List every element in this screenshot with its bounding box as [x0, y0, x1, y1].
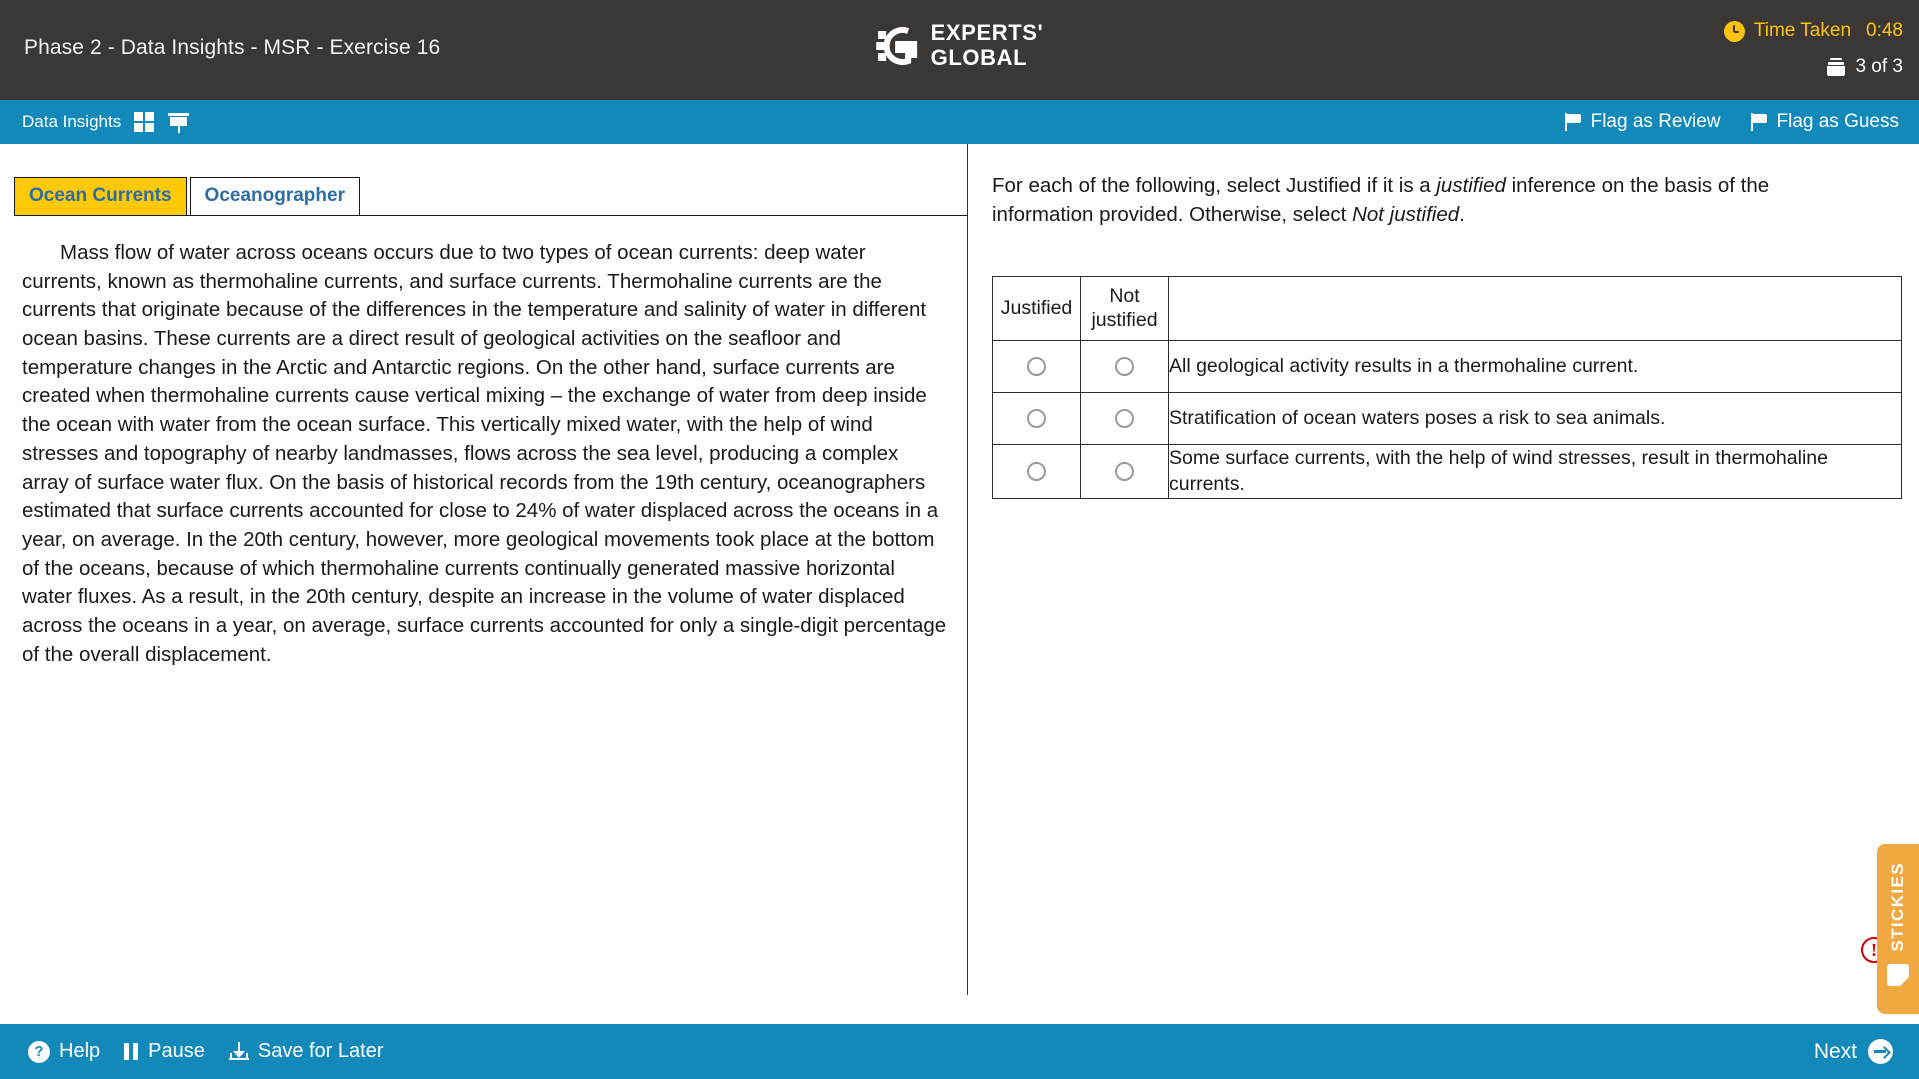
brand-line-1: EXPERTS' — [930, 20, 1044, 45]
footer-left-group — [28, 1024, 383, 1079]
passage-body — [22, 239, 947, 669]
next-button[interactable] — [1814, 1024, 1893, 1079]
next-label: Next — [1813, 1039, 1857, 1063]
timer-area — [1724, 16, 1903, 82]
radio-not-justified-row-3[interactable] — [1115, 462, 1134, 481]
radio-cell-justified[interactable] — [993, 445, 1081, 499]
tab-oceanographer[interactable]: Oceanographer — [190, 177, 360, 215]
flag-as-guess-button[interactable] — [1751, 111, 1900, 133]
radio-justified-row-3[interactable] — [1027, 462, 1046, 481]
pause-button[interactable] — [124, 1040, 205, 1063]
tab-underline — [14, 215, 968, 216]
passage-tabs — [14, 177, 360, 215]
question-count-row — [1724, 52, 1903, 82]
brand-logo — [876, 22, 1044, 69]
radio-justified-row-2[interactable] — [1027, 409, 1046, 428]
pane-divider — [967, 144, 968, 995]
whiteboard-icon[interactable] — [168, 112, 189, 133]
brand-line-2: GLOBAL — [930, 45, 1028, 70]
statement-row-2: Stratification of ocean waters poses a risk to sea animals. — [1169, 393, 1902, 445]
column-header-statement — [1169, 277, 1902, 341]
arrow-right-circle-icon — [1868, 1039, 1893, 1064]
radio-cell-not-justified[interactable] — [1081, 393, 1169, 445]
tool-bar — [0, 100, 1919, 144]
table-row — [993, 445, 1902, 499]
passage-paragraph: Mass flow of water across oceans occurs due to two types of ocean currents: deep water currents, known as thermohaline currents, and surface currents. Thermohaline currents are the currents that originate because of the differences in the temperature and salinity of water in different ocean basins. These currents are a direct result of geological activities on the seafloor and temperature changes in the Arctic and Antarctic regions. On the other hand, surface currents are created when thermohaline currents cause vertical mixing – the exchange of water from deep inside the ocean with water from the ocean surface. This vertically mixed water, with the help of wind stresses and topography of nearby landmasses, flows across the sea level, producing a complex array of surface water flux. On the basis of historical records from the 19th century, oceanographers estimated that surface currents accounted for close to 24% of water displaced across the oceans in a year, on average. In the 20th century, however, more geological movements took place at the bottom of the oceans, because of which thermohaline currents continually generated massive horizontal water fluxes. As a result, in the 20th century, despite an increase in the volume of water displaced across the oceans in a year, on average, surface currents accounted for only a single-digit percentage of the overall displacement. — [22, 241, 947, 666]
flag-as-review-label: Flag as Review — [1590, 111, 1721, 132]
question-mark-icon: ? — [28, 1041, 50, 1063]
column-header-justified: Justified — [993, 277, 1081, 341]
flag-icon — [1751, 113, 1768, 131]
prompt-part-1: For each of the following, select Justified if it is a — [992, 174, 1437, 197]
flag-icon — [1565, 113, 1582, 131]
time-taken-value: 0:48 — [1866, 20, 1903, 41]
column-header-not-justified: Not justified — [1081, 277, 1169, 341]
statement-row-3: Some surface currents, with the help of wind stresses, result in thermohaline currents. — [1169, 445, 1902, 499]
page-title: Phase 2 - Data Insights - MSR - Exercise 16 — [24, 36, 441, 59]
calculator-icon[interactable] — [134, 112, 155, 132]
statement-row-1: All geological activity results in a thermohaline current. — [1169, 341, 1902, 393]
prompt-part-3: . — [1459, 202, 1465, 226]
radio-not-justified-row-2[interactable] — [1115, 409, 1134, 428]
prompt-italic-justified: justified — [1436, 174, 1506, 197]
stickies-tab[interactable] — [1877, 844, 1919, 1014]
radio-cell-justified[interactable] — [993, 341, 1081, 393]
passage-pane — [0, 144, 967, 995]
table-row — [993, 393, 1902, 445]
table-row — [993, 341, 1902, 393]
download-icon — [229, 1042, 249, 1062]
experts-global-logo-icon — [876, 24, 920, 68]
radio-not-justified-row-1[interactable] — [1115, 357, 1134, 376]
stickies-label: STICKIES — [1888, 862, 1907, 952]
toolbar-right-group — [1565, 100, 1899, 144]
main-content — [0, 144, 1919, 995]
clock-icon — [1724, 21, 1745, 42]
flag-as-guess-label: Flag as Guess — [1776, 111, 1899, 132]
warning-exclamation-icon[interactable]: ! — [1861, 937, 1887, 963]
flag-as-review-button[interactable] — [1565, 111, 1721, 133]
save-for-later-button[interactable] — [229, 1040, 384, 1063]
radio-cell-not-justified[interactable] — [1081, 445, 1169, 499]
sticky-note-icon — [1887, 964, 1909, 986]
tab-ocean-currents[interactable]: Ocean Currents — [14, 177, 187, 215]
time-taken-row — [1724, 16, 1903, 46]
save-for-later-label: Save for Later — [257, 1040, 384, 1062]
question-pane — [968, 144, 1919, 995]
top-header-bar — [0, 0, 1919, 100]
prompt-part-2: inference on the basis of the information provided. Otherwise, select — [992, 174, 1770, 226]
radio-cell-not-justified[interactable] — [1081, 341, 1169, 393]
help-button[interactable] — [28, 1040, 100, 1063]
radio-cell-justified[interactable] — [993, 393, 1081, 445]
footer-bar — [0, 1024, 1919, 1079]
radio-justified-row-1[interactable] — [1027, 357, 1046, 376]
table-header-row — [993, 277, 1902, 341]
stack-icon — [1826, 58, 1846, 76]
question-count-value: 3 of 3 — [1855, 56, 1903, 77]
section-label: Data Insights — [22, 112, 122, 131]
pause-label: Pause — [148, 1040, 205, 1062]
question-prompt — [992, 172, 1864, 229]
brand-wordmark — [931, 22, 1044, 69]
pause-icon — [124, 1043, 139, 1060]
toolbar-left-group — [22, 100, 189, 144]
prompt-italic-not-justified: Not justified — [1352, 202, 1460, 226]
help-label: Help — [59, 1040, 101, 1062]
answer-table — [992, 276, 1902, 499]
time-taken-label: Time Taken — [1753, 20, 1852, 41]
